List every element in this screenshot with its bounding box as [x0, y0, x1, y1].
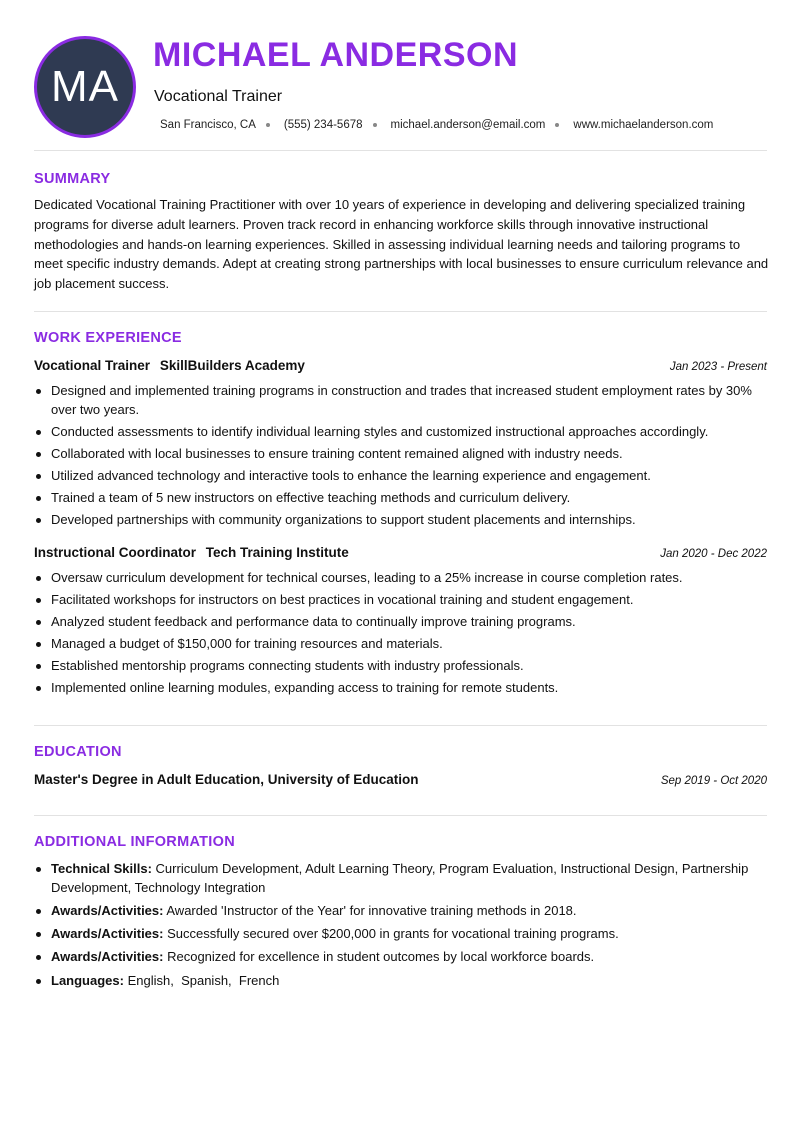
list-item: Established mentorship programs connecting students with industry professionals.: [34, 657, 767, 676]
list-item: Conducted assessments to identify individual learning styles and customized instructional approaches accordingly.: [34, 423, 767, 442]
info-label: Languages:: [51, 973, 124, 988]
candidate-name: MICHAEL ANDERSON: [153, 36, 519, 74]
info-label: Technical Skills:: [51, 861, 152, 876]
contact-website[interactable]: www.michaelanderson.com: [573, 119, 714, 131]
education-degree: Master's Degree in Adult Education, University of Education: [34, 772, 419, 787]
list-item: Implemented online learning modules, expanding access to training for remote students.: [34, 679, 767, 698]
contact-separator-dot: [266, 123, 270, 127]
candidate-title: Vocational Trainer: [154, 88, 283, 105]
job-title-company: [34, 358, 305, 373]
info-label: Awards/Activities:: [51, 948, 164, 964]
education-entry: [34, 772, 767, 787]
list-item: [34, 902, 767, 921]
info-value: Recognized for excellence in student outcomes by local workforce boards.: [167, 948, 595, 964]
additional-info-list: [34, 860, 767, 995]
contact-phone: (555) 234-5678: [283, 119, 363, 131]
education-dates: Sep 2019 - Oct 2020: [660, 775, 767, 787]
list-item: Managed a budget of $150,000 for training resources and materials.: [34, 635, 767, 654]
info-value: Successfully secured over $200,000 in grants for vocational training programs.: [167, 925, 619, 941]
list-item: Trained a team of 5 new instructors on effective teaching methods and curriculum delivery.: [34, 489, 767, 508]
contact-location: San Francisco, CA: [160, 119, 256, 131]
info-label: Awards/Activities:: [51, 925, 164, 941]
job-dates: Jan 2023 - Present: [669, 361, 767, 373]
job-role: Vocational Trainer: [34, 358, 151, 373]
list-item: Analyzed student feedback and performance data to continually improve training programs.: [34, 613, 767, 632]
info-label: Awards/Activities:: [51, 902, 164, 918]
job-header: [34, 545, 767, 560]
list-item: [34, 972, 767, 991]
list-item: Utilized advanced technology and interactive tools to enhance the learning experience and engagement.: [34, 467, 767, 486]
info-value: English, Spanish, French: [127, 973, 280, 988]
list-item: [34, 860, 767, 897]
job-bullets: [34, 569, 767, 702]
list-item: Oversaw curriculum development for technical courses, leading to a 25% increase in course completion rates.: [34, 569, 767, 588]
section-divider: [34, 150, 767, 151]
work-experience-heading: WORK EXPERIENCE: [34, 330, 182, 346]
list-item: [34, 948, 767, 967]
additional-info-heading: ADDITIONAL INFORMATION: [34, 834, 235, 850]
job-role: Instructional Coordinator: [34, 545, 196, 560]
list-item: Collaborated with local businesses to ensure training content remained aligned with industry needs.: [34, 445, 767, 464]
education-heading: EDUCATION: [34, 744, 122, 760]
summary-text: Dedicated Vocational Training Practitioner with over 10 years of experience in developing and delivering specialized training programs for diverse adult learners. Proven track record in enhancing workforce skills through innovative instructional methodologies and hands-on learning experiences. Skilled in assessing individual learning needs and tailoring programs to meet specific industry demands. Adept at creating strong partnerships with local businesses to ensure curriculum relevance and job placement success.: [34, 197, 769, 292]
list-item: [34, 925, 767, 944]
job-header: [34, 358, 767, 373]
job-title-company: [34, 545, 349, 560]
avatar: [34, 36, 136, 138]
section-divider: [34, 815, 767, 816]
section-divider: [34, 725, 767, 726]
section-divider: [34, 311, 767, 312]
contact-separator-dot: [373, 123, 377, 127]
job-bullets: [34, 382, 767, 533]
info-value: Awarded 'Instructor of the Year' for innovative training methods in 2018.: [166, 902, 577, 918]
list-item: Developed partnerships with community organizations to support student placements and internships.: [34, 511, 767, 530]
contact-separator-dot: [555, 123, 559, 127]
info-value: Curriculum Development, Adult Learning Theory, Program Evaluation, Instructional Design, Partnership Development, Technology Integration: [51, 861, 749, 895]
job-dates: Jan 2020 - Dec 2022: [660, 548, 767, 560]
job-company: Tech Training Institute: [205, 545, 349, 560]
avatar-initials: MA: [51, 62, 119, 111]
summary-heading: SUMMARY: [34, 171, 111, 187]
contact-email[interactable]: michael.anderson@email.com: [390, 119, 546, 131]
job-company: SkillBuilders Academy: [159, 358, 305, 373]
list-item: Designed and implemented training programs in construction and trades that increased student employment rates by 30% over two years.: [34, 382, 767, 419]
contact-bar: [160, 119, 713, 131]
list-item: Facilitated workshops for instructors on best practices in vocational training and student engagement.: [34, 591, 767, 610]
